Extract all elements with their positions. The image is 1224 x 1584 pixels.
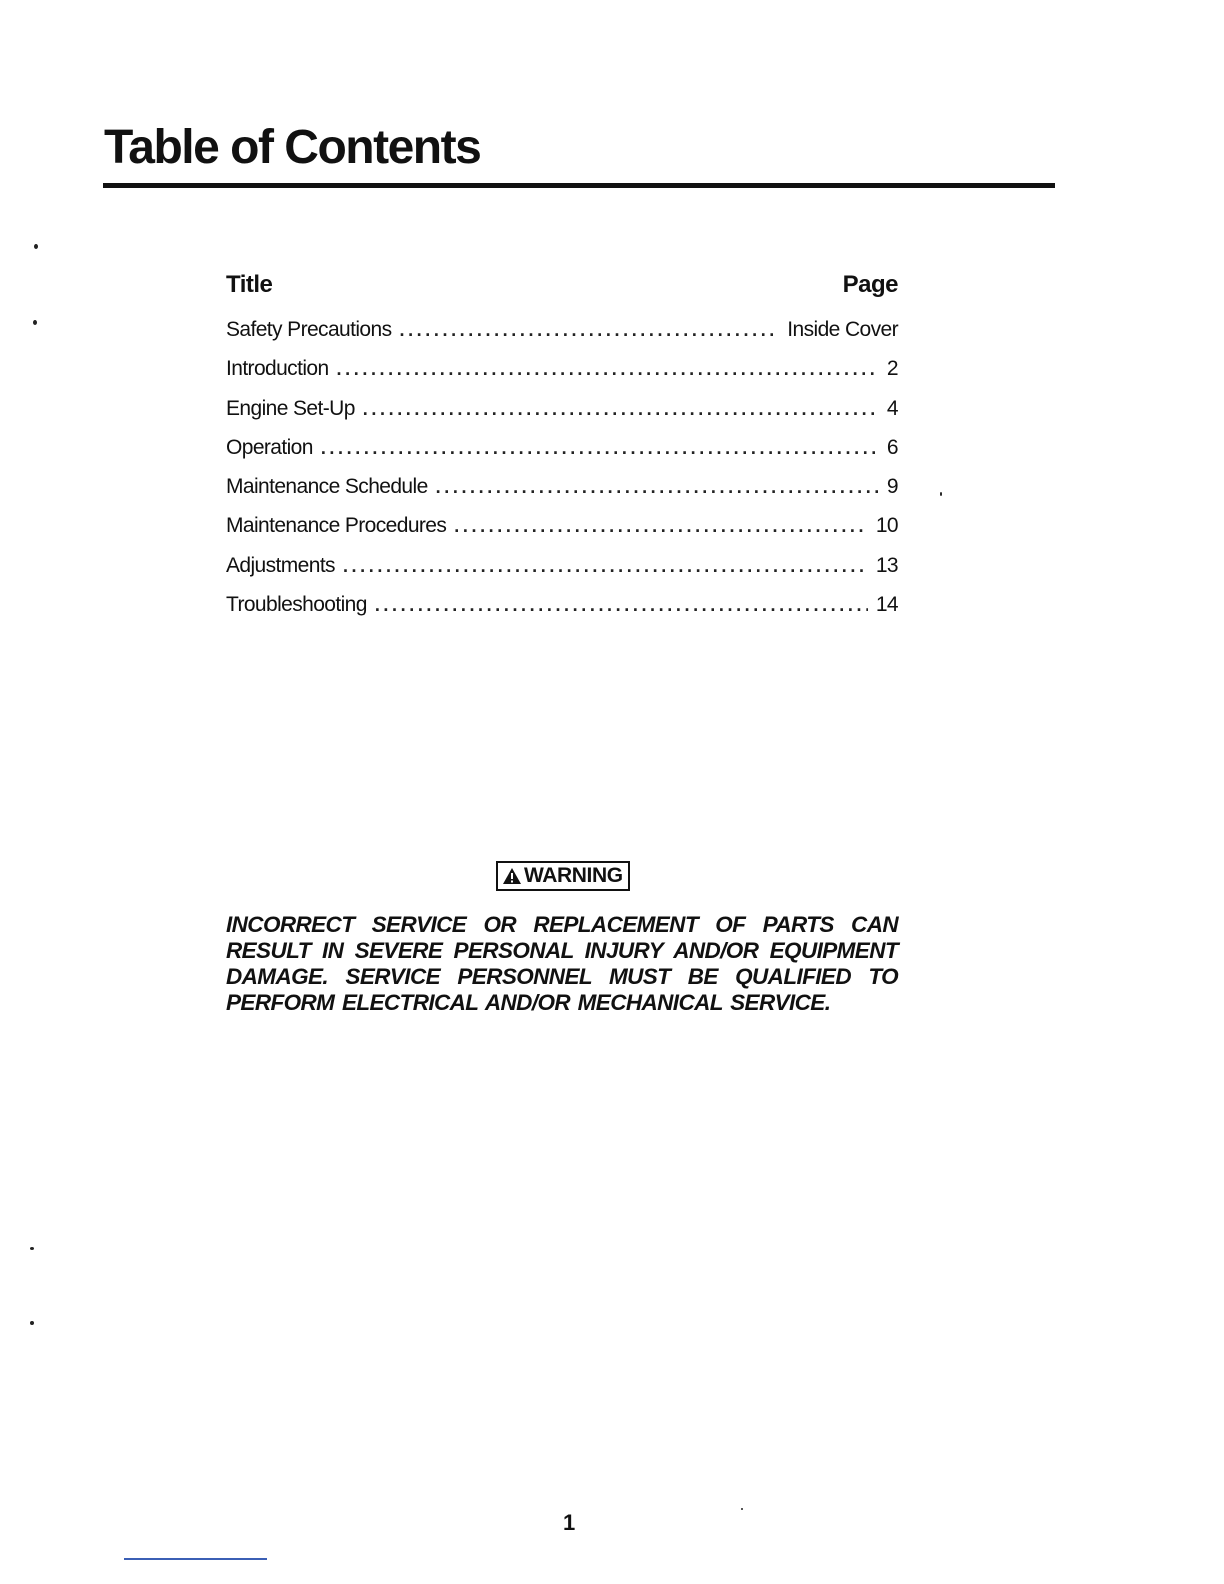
scan-speck bbox=[940, 492, 942, 496]
toc-entry bbox=[226, 506, 898, 545]
toc-header-title: Title bbox=[226, 271, 273, 298]
table-of-contents bbox=[226, 268, 898, 624]
toc-entry-title: Troubleshooting bbox=[226, 593, 367, 617]
scan-speck bbox=[30, 1247, 34, 1250]
toc-entry-page: 2 bbox=[886, 357, 898, 381]
toc-entry bbox=[226, 349, 898, 388]
toc-entry-page: 4 bbox=[886, 396, 898, 420]
toc-entry-title: Engine Set-Up bbox=[226, 396, 355, 420]
warning-badge bbox=[496, 861, 630, 891]
warning-label: WARNING bbox=[524, 864, 623, 887]
toc-entry bbox=[226, 546, 898, 585]
toc-entry bbox=[226, 389, 898, 428]
toc-entry bbox=[226, 310, 898, 349]
title-divider bbox=[103, 183, 1055, 188]
warning-triangle-icon bbox=[502, 867, 522, 885]
dot-leader bbox=[436, 468, 879, 507]
page-number: 1 bbox=[563, 1510, 576, 1535]
scan-speck bbox=[34, 244, 38, 249]
toc-header-page: Page bbox=[842, 271, 898, 298]
toc-entry-title: Operation bbox=[226, 435, 313, 459]
dot-leader bbox=[337, 350, 879, 389]
toc-entry bbox=[226, 467, 898, 506]
toc-entry-title: Introduction bbox=[226, 357, 329, 381]
scan-speck bbox=[33, 320, 37, 325]
toc-entry-title: Adjustments bbox=[226, 553, 335, 577]
scan-speck bbox=[741, 1508, 743, 1510]
dot-leader bbox=[343, 547, 868, 586]
dot-leader bbox=[375, 586, 868, 625]
toc-entry-page: 6 bbox=[886, 435, 898, 459]
toc-entry-page: Inside Cover bbox=[787, 318, 898, 341]
toc-entry-page: 14 bbox=[875, 593, 898, 617]
toc-entry-page: 10 bbox=[875, 514, 898, 538]
toc-entry-title: Maintenance Schedule bbox=[226, 475, 428, 499]
dot-leader bbox=[321, 429, 879, 468]
dot-leader bbox=[363, 390, 879, 429]
toc-header bbox=[226, 268, 898, 302]
scan-speck bbox=[30, 1321, 34, 1325]
toc-entry-title: Maintenance Procedures bbox=[226, 514, 447, 538]
warning-message: INCORRECT SERVICE OR REPLACEMENT OF PARTS CAN RESULT IN SEVERE PERSONAL INJURY AND/OR EQUIPMENT DAMAGE. SERVICE PERSONNEL MUST BE QUALIFIED TO PERFORM ELECTRICAL AND/OR MECHANICAL SERVICE. bbox=[226, 912, 898, 1015]
page-title: Table of Contents bbox=[104, 121, 481, 174]
toc-entry bbox=[226, 585, 898, 624]
dot-leader bbox=[454, 507, 868, 546]
bottom-edge-line bbox=[124, 1558, 267, 1560]
dot-leader bbox=[399, 311, 779, 350]
toc-entry-page: 9 bbox=[886, 475, 898, 499]
toc-entry-page: 13 bbox=[875, 553, 898, 577]
toc-entry bbox=[226, 428, 898, 467]
toc-entry-title: Safety Precautions bbox=[226, 318, 392, 341]
